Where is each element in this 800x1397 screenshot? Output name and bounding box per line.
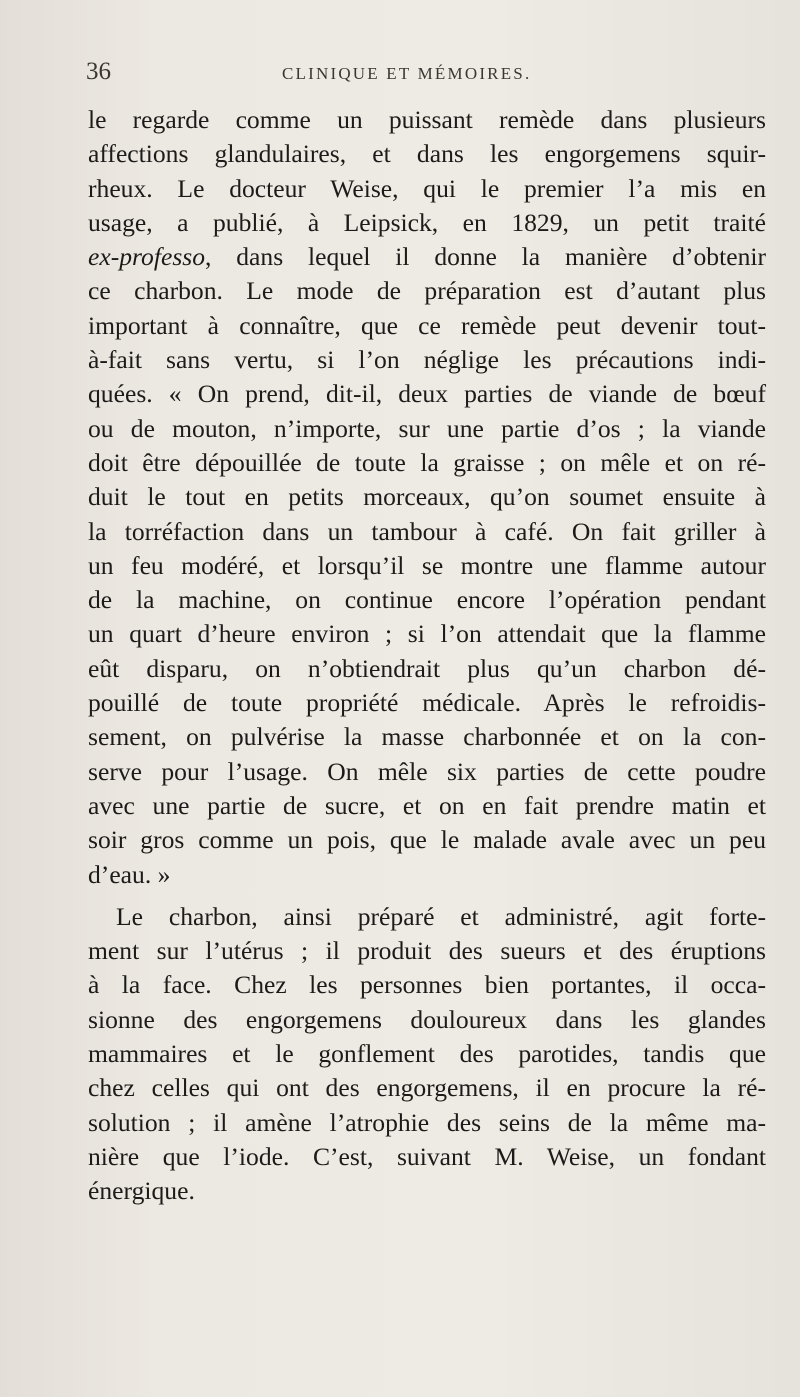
text-line: doit être dépouillée de toute la graisse ; on mêle et on ré- (88, 447, 766, 477)
text-line: solution ; il amène l’atrophie des seins de la même ma- (88, 1107, 766, 1137)
text-line: ce charbon. Le mode de préparation est d’autant plus (88, 276, 766, 306)
paragraph (88, 103, 766, 892)
text-line: pouillé de toute propriété médicale. Après le refroidis- (88, 688, 766, 718)
paragraph (88, 900, 766, 1209)
text-line: avec une partie de sucre, et on en fait prendre matin et (88, 790, 766, 820)
page-number: 36 (86, 58, 111, 85)
text-line: de la machine, on continue encore l’opération pendant (88, 585, 766, 615)
text-line-italic-start (88, 240, 766, 274)
text-line: usage, a publié, à Leipsick, en 1829, un petit traité (88, 207, 766, 237)
text-line: d’eau. » (88, 859, 171, 889)
italic-term: ex-professo (88, 242, 206, 272)
text-line: affections glandulaires, et dans les engorgemens squir- (88, 139, 766, 169)
text-line: un feu modéré, et lorsqu’il se montre une flamme autour (88, 550, 766, 580)
page-header (86, 58, 766, 90)
text-line: quées. « On prend, dit-il, deux parties de viande de bœuf (88, 379, 766, 409)
running-title: CLINIQUE ET MÉMOIRES. (282, 64, 532, 83)
text-line: à-fait sans vertu, si l’on néglige les précautions indi- (88, 345, 766, 375)
text-line: sionne des engorgemens douloureux dans les glandes (88, 1004, 766, 1034)
text-line: sement, on pulvérise la masse charbonnée et on la con- (88, 722, 766, 752)
text-line: serve pour l’usage. On mêle six parties de cette poudre (88, 756, 766, 786)
text-line: ou de mouton, n’importe, sur une partie d’os ; la viande (88, 413, 766, 443)
text-line: un quart d’heure environ ; si l’on attendait que la flamme (88, 619, 766, 649)
text-line: important à connaître, que ce remède peut devenir tout- (88, 310, 766, 340)
text-line: nière que l’iode. C’est, suivant M. Weise, un fondant (88, 1141, 766, 1171)
text-line: mammaires et le gonflement des parotides, tandis que (88, 1039, 766, 1069)
text-line: eût disparu, on n’obtiendrait plus qu’un charbon dé- (88, 653, 766, 683)
paragraph-gap (88, 892, 766, 900)
text-line: à la face. Chez les personnes bien portantes, il occa- (88, 970, 766, 1000)
text-line: énergique. (88, 1176, 195, 1206)
text-line-tail: , dans lequel il donne la manière d’obtenir (205, 242, 766, 272)
text-line: chez celles qui ont des engorgemens, il en procure la ré- (88, 1073, 766, 1103)
text-line: ment sur l’utérus ; il produit des sueurs et des éruptions (88, 936, 766, 966)
text-line: soir gros comme un pois, que le malade avale avec un peu (88, 825, 766, 855)
text-line: duit le tout en petits morceaux, qu’on soumet ensuite à (88, 482, 766, 512)
text-line: la torréfaction dans un tambour à café. On fait griller à (88, 516, 766, 546)
text-line: le regarde comme un puissant remède dans plusieurs (88, 105, 766, 134)
text-line: rheux. Le docteur Weise, qui le premier l’a mis en (88, 173, 766, 203)
text-line: Le charbon, ainsi préparé et administré, agit forte- (116, 901, 766, 931)
body-text (88, 103, 766, 1209)
